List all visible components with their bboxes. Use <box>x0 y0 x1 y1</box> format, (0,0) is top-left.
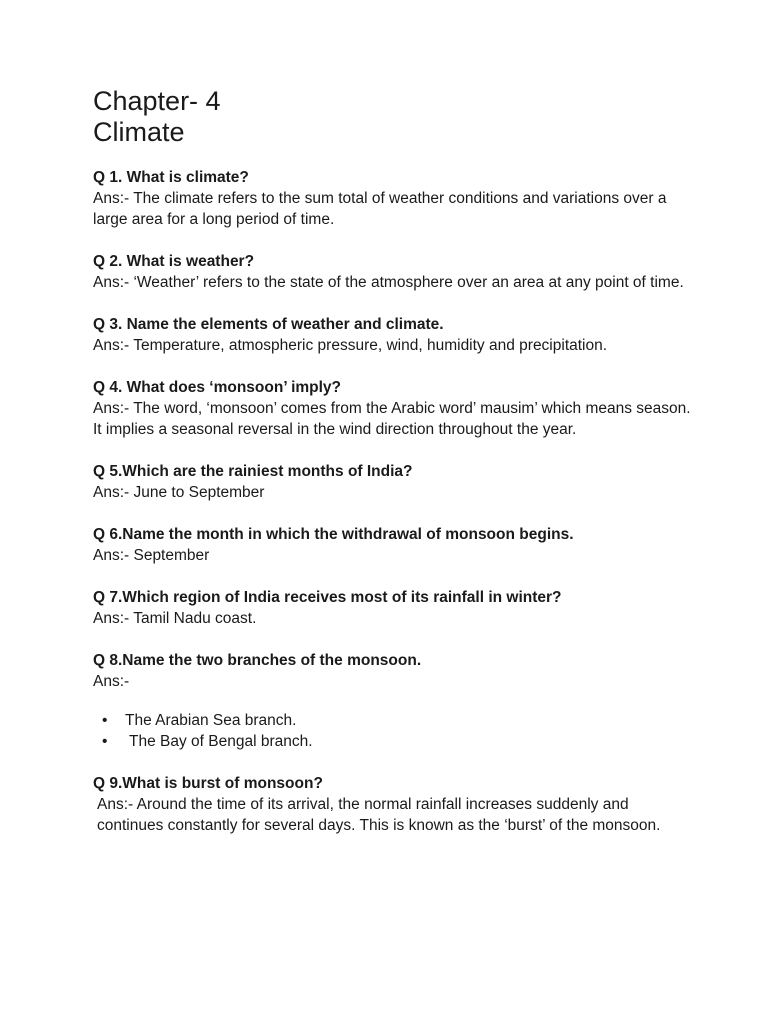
list-item-text: The Bay of Bengal branch. <box>129 733 313 750</box>
answer: Ans:- <box>93 673 130 690</box>
question: Q 9.What is burst of monsoon? <box>93 775 323 792</box>
qa-item-3 <box>93 314 693 356</box>
question: Q 3. Name the elements of weather and climate. <box>93 316 444 333</box>
list-item <box>93 710 693 731</box>
answer: Ans:- September <box>93 547 210 564</box>
qa-item-1 <box>93 167 693 230</box>
question: Q 5.Which are the rainiest months of India? <box>93 463 413 480</box>
chapter-heading <box>93 86 693 148</box>
bullet-icon: • <box>102 733 108 750</box>
answer: Ans:- The word, ‘monsoon’ comes from the Arabic word’ mausim’ which means season. It implies a seasonal reversal in the wind direction throughout the year. <box>93 400 691 438</box>
list-item <box>93 731 693 752</box>
answer: Ans:- Around the time of its arrival, the normal rainfall increases suddenly and continues constantly for several days. This is known as the ‘burst’ of the monsoon. <box>97 796 661 834</box>
list-item-text: The Arabian Sea branch. <box>125 712 297 729</box>
answer: Ans:- The climate refers to the sum total of weather conditions and variations over a large area for a long period of time. <box>93 190 667 228</box>
qa-item-4 <box>93 377 693 440</box>
bullet-icon: • <box>102 712 108 729</box>
answer: Ans:- Tamil Nadu coast. <box>93 610 257 627</box>
question: Q 1. What is climate? <box>93 169 249 186</box>
qa-item-8 <box>93 650 693 752</box>
bullet-list <box>93 710 693 752</box>
qa-item-9 <box>93 773 693 836</box>
chapter-number: Chapter- 4 <box>93 86 221 116</box>
answer: Ans:- ‘Weather’ refers to the state of the atmosphere over an area at any point of time. <box>93 274 684 291</box>
answer: Ans:- Temperature, atmospheric pressure, wind, humidity and precipitation. <box>93 337 608 354</box>
question: Q 8.Name the two branches of the monsoon. <box>93 652 422 669</box>
qa-item-6 <box>93 524 693 566</box>
document-page <box>93 86 693 857</box>
question: Q 4. What does ‘monsoon’ imply? <box>93 379 342 396</box>
chapter-title: Climate <box>93 117 185 147</box>
question: Q 6.Name the month in which the withdrawal of monsoon begins. <box>93 526 574 543</box>
qa-item-2 <box>93 251 693 293</box>
question: Q 7.Which region of India receives most of its rainfall in winter? <box>93 589 562 606</box>
answer: Ans:- June to September <box>93 484 265 501</box>
question: Q 2. What is weather? <box>93 253 255 270</box>
qa-item-5 <box>93 461 693 503</box>
qa-item-7 <box>93 587 693 629</box>
